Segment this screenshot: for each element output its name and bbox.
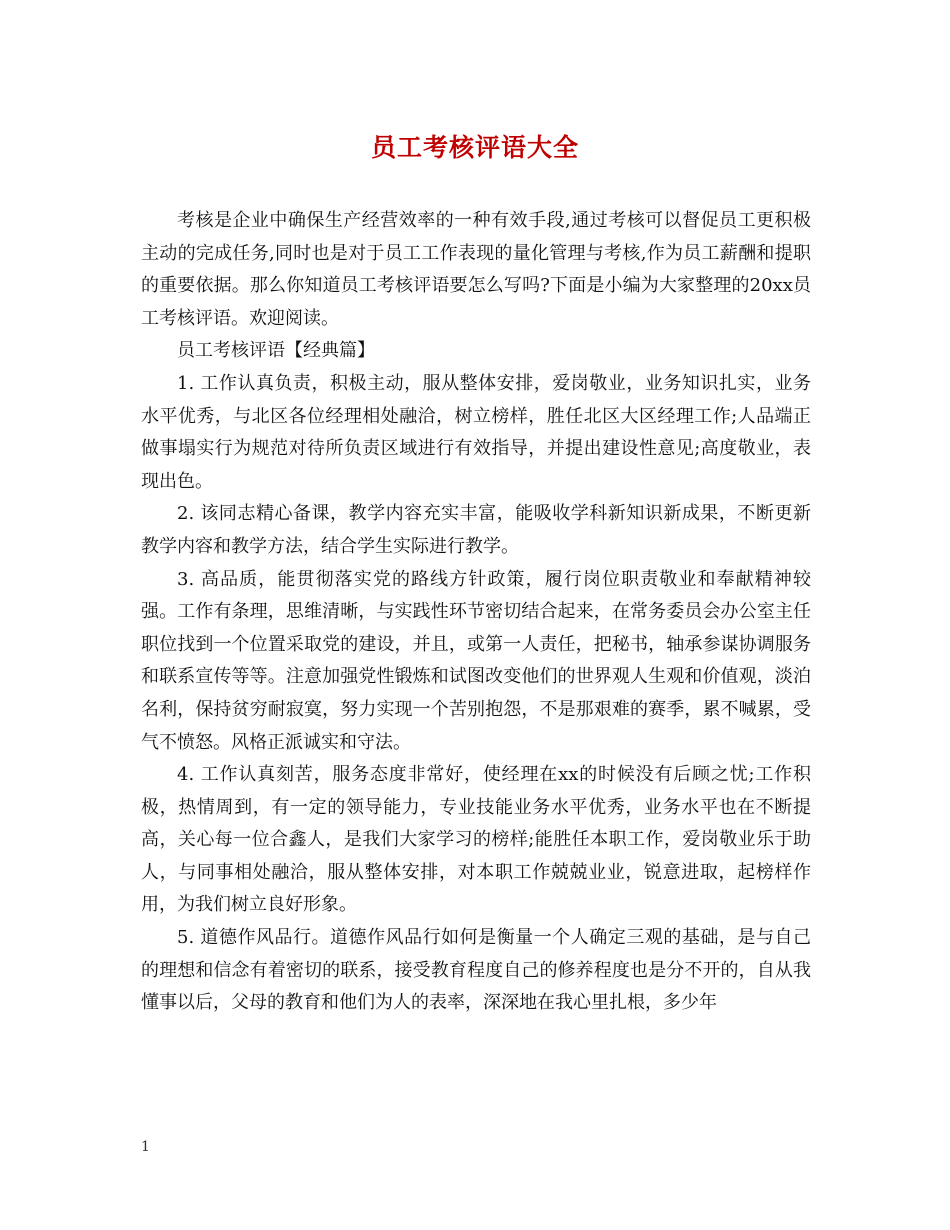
evaluation-item-3: 3. 高品质，能贯彻落实党的路线方针政策，履行岗位职责敬业和奉献精神较强。工作有条理，思维清晰，与实践性环节密切结合起来，在常务委员会办公室主任职位找到一个位置采取党的建设，并且，或第一人责任，把秘书，轴承参谋协调服务和联系宣传等等。注意加强党性锻炼和试图改变他们的世界观人生观和价值观，淡泊名利，保持贫穷耐寂寞，努力实现一个苦别抱怨，不是那艰难的赛季，累不喊累，受气不愤怒。风格正派诚实和守法。 xyxy=(141,568,811,753)
section-heading: 员工考核评语【经典篇】 xyxy=(177,340,375,362)
intro-paragraph: 考核是企业中确保生产经营效率的一种有效手段,通过考核可以督促员工更积极主动的完成任务,同时也是对于员工工作表现的量化管理与考核,作为员工薪酬和提职的重要依据。那么你知道员工考核评语要怎么写吗?下面是小编为大家整理的20xx员工考核评语。欢迎阅读。 xyxy=(141,210,811,329)
evaluation-item-5: 5. 道德作风品行。道德作风品行如何是衡量一个人确定三观的基础，是与自己的理想和信念有着密切的联系，接受教育程度自己的修养程度也是分不开的，自从我懂事以后，父母的教育和他们为人的表率，深深地在我心里扎根，多少年 xyxy=(141,927,811,1014)
page-number: 1 xyxy=(141,1139,150,1155)
document-body xyxy=(141,205,811,1020)
evaluation-item-4: 4. 工作认真刻苦，服务态度非常好，使经理在xx的时候没有后顾之忧;工作积极，热情周到，有一定的领导能力，专业技能业务水平优秀，业务水平也在不断提高，关心每一位合鑫人，是我们大家学习的榜样;能胜任本职工作，爱岗敬业乐于助人，与同事相处融洽，服从整体安排，对本职工作兢兢业业，锐意进取，起榜样作用，为我们树立良好形象。 xyxy=(141,764,811,916)
document-title: 员工考核评语大全 xyxy=(370,133,579,162)
evaluation-item-1: 1. 工作认真负责，积极主动，服从整体安排，爱岗敬业，业务知识扎实，业务水平优秀，与北区各位经理相处融洽，树立榜样，胜任北区大区经理工作;人品端正做事塌实行为规范对待所负责区域进行有效指导，并提出建设性意见;高度敬业，表现出色。 xyxy=(141,372,811,492)
evaluation-item-2: 2. 该同志精心备课，教学内容充实丰富，能吸收学科新知识新成果，不断更新教学内容和教学方法，结合学生实际进行教学。 xyxy=(141,503,811,557)
